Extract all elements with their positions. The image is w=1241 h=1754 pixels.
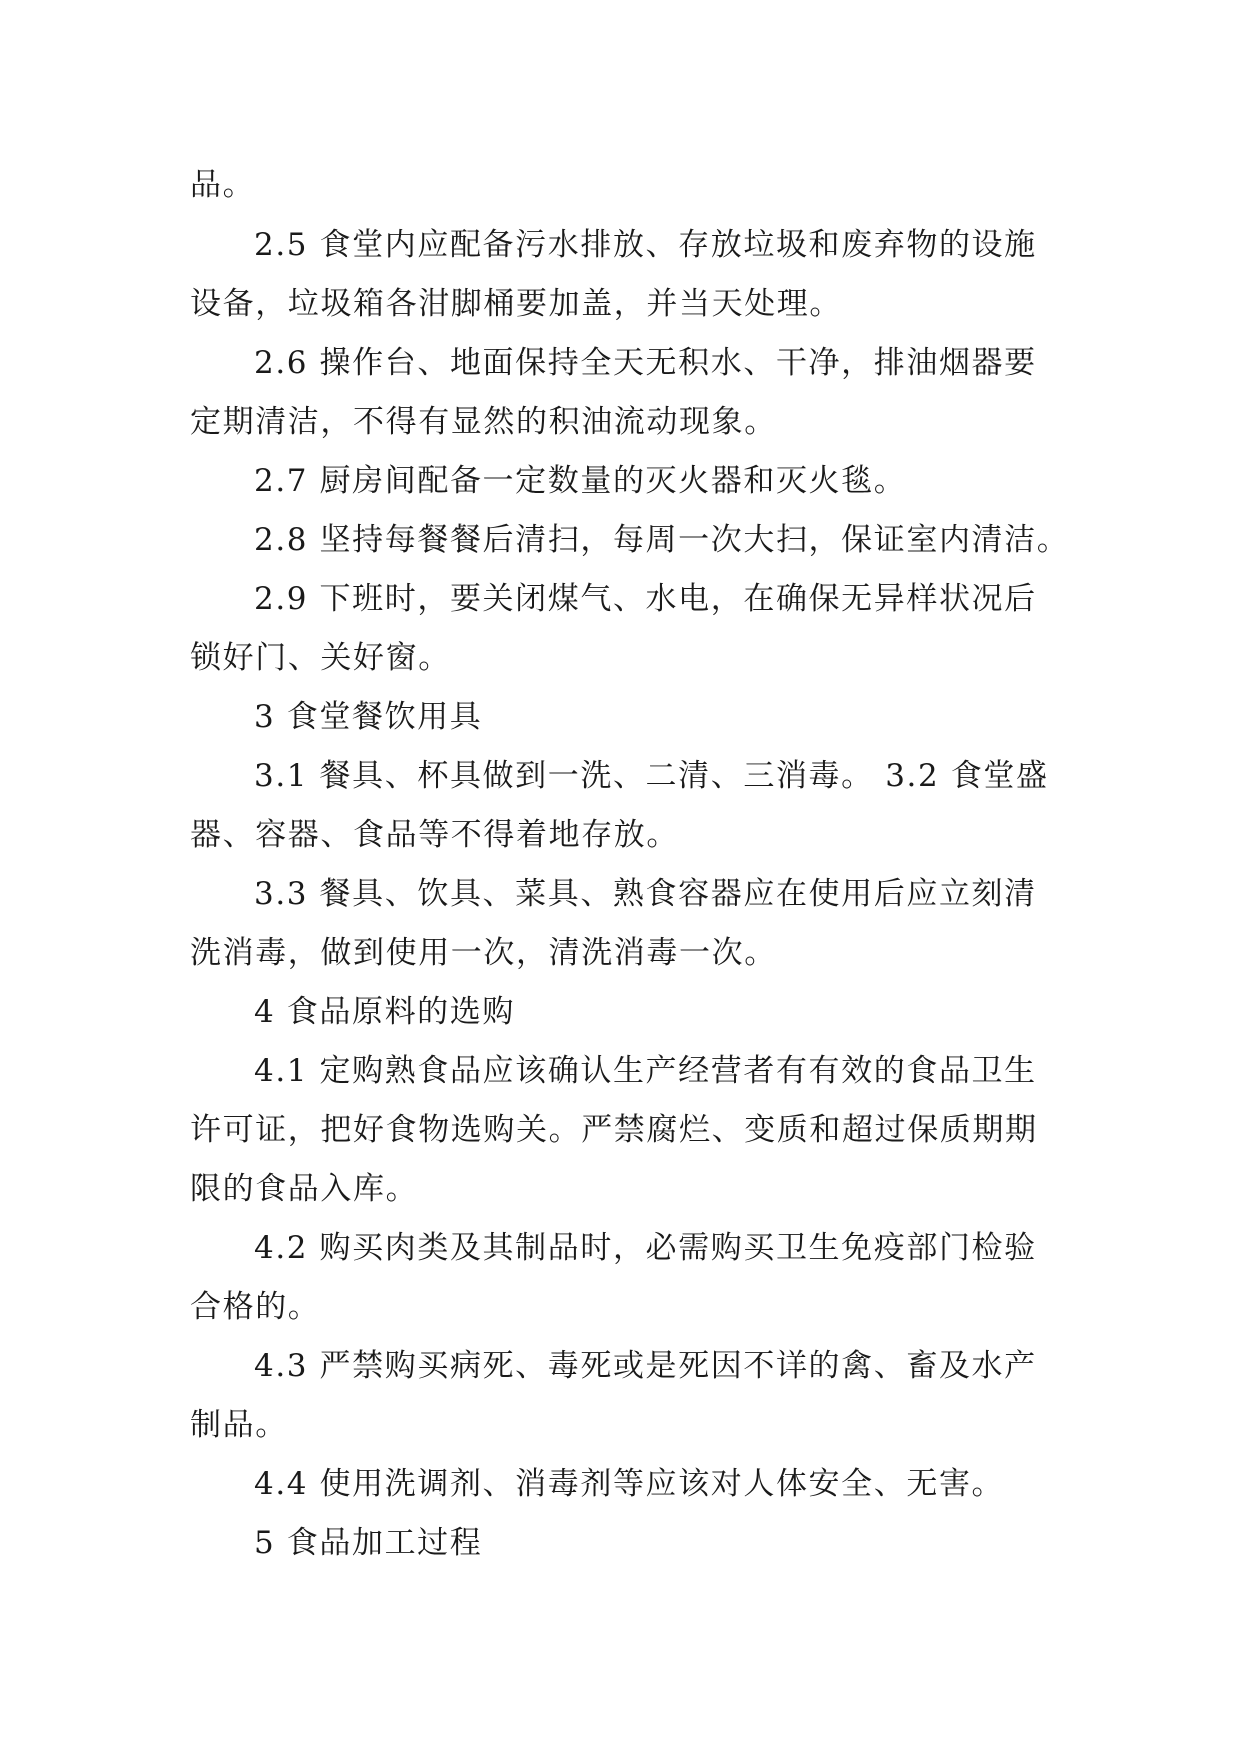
text-line: 限的食品入库。	[190, 1171, 419, 1207]
section-heading: 5 食品加工过程	[254, 1525, 483, 1561]
text-line: 定期清洁，不得有显然的积油流动现象。	[190, 404, 777, 440]
text-line: 2.5 食堂内应配备污水排放、存放垃圾和废弃物的设施	[254, 227, 1037, 263]
text-line: 2.8 坚持每餐餐后清扫，每周一次大扫，保证室内清洁。	[254, 522, 1070, 558]
text-line: 器、容器、食品等不得着地存放。	[190, 817, 679, 853]
section-heading: 4 食品原料的选购	[254, 994, 515, 1030]
text-line: 合格的。	[190, 1289, 321, 1325]
text-line: 3.1 餐具、杯具做到一洗、二清、三消毒。 3.2 食堂盛	[254, 758, 1049, 794]
text-line: 锁好门、关好窗。	[190, 640, 451, 676]
text-line: 许可证，把好食物选购关。严禁腐烂、变质和超过保质期期	[190, 1112, 1038, 1148]
text-line: 4.4 使用洗调剂、消毒剂等应该对人体安全、无害。	[254, 1466, 1005, 1502]
text-line: 品。	[190, 167, 256, 203]
section-heading: 3 食堂餐饮用具	[254, 699, 483, 735]
text-line: 2.6 操作台、地面保持全天无积水、干净，排油烟器要	[254, 345, 1037, 381]
text-line: 2.9 下班时，要关闭煤气、水电，在确保无异样状况后	[254, 581, 1037, 617]
text-line: 洗消毒，做到使用一次，清洗消毒一次。	[190, 935, 777, 971]
text-line: 设备，垃圾箱各泔脚桶要加盖，并当天处理。	[190, 286, 842, 322]
text-line: 制品。	[190, 1407, 288, 1443]
text-line: 2.7 厨房间配备一定数量的灭火器和灭火毯。	[254, 463, 907, 499]
text-line: 4.1 定购熟食品应该确认生产经营者有有效的食品卫生	[254, 1053, 1037, 1089]
text-line: 4.3 严禁购买病死、毒死或是死因不详的禽、畜及水产	[254, 1348, 1037, 1384]
text-line: 4.2 购买肉类及其制品时，必需购买卫生免疫部门检验	[254, 1230, 1037, 1266]
text-line: 3.3 餐具、饮具、菜具、熟食容器应在使用后应立刻清	[254, 876, 1037, 912]
